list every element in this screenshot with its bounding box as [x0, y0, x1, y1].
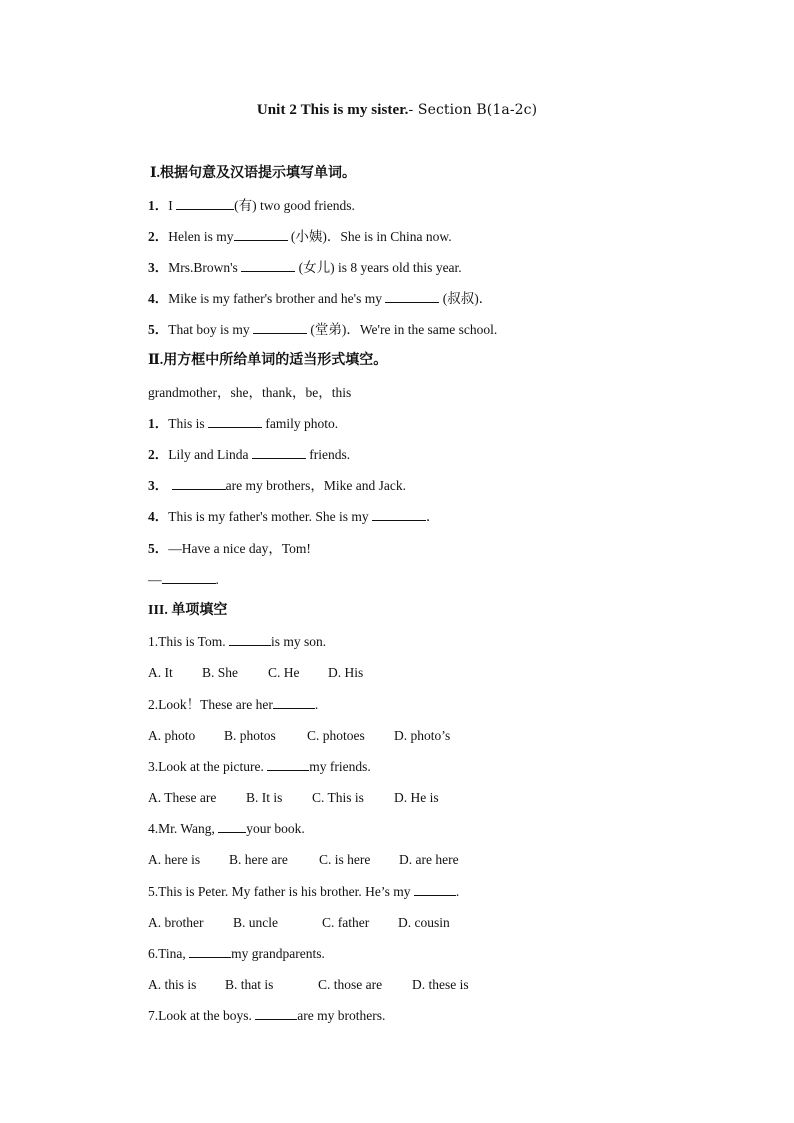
answer-blank[interactable]	[273, 696, 315, 709]
answer-blank[interactable]	[218, 820, 246, 833]
answer-blank[interactable]	[208, 415, 262, 428]
s3-question-4	[148, 820, 305, 838]
section2-heading: Ⅱ.用方框中所给单词的适当形式填空。	[148, 353, 388, 368]
answer-blank[interactable]	[252, 446, 306, 459]
answer-blank[interactable]	[255, 1007, 297, 1020]
item-text-pre: Lily and Linda	[168, 447, 252, 462]
s2-item-1	[148, 415, 338, 433]
option-b[interactable]: B. that is	[225, 977, 274, 992]
s2-item-2	[148, 446, 350, 464]
item-text-post: (小姨)．She is in China now.	[287, 229, 452, 244]
option-c[interactable]: C. father	[322, 915, 370, 930]
question-text-pre: 4.Mr. Wang,	[148, 821, 219, 836]
option-c[interactable]: C. This is	[312, 790, 364, 805]
question-text-post: is my son.	[270, 634, 327, 649]
s2-item-3	[148, 477, 406, 495]
s3-question-7	[148, 1007, 385, 1025]
s3-options-2	[148, 727, 450, 745]
answer-blank[interactable]	[189, 945, 231, 958]
option-b[interactable]: B. She	[202, 665, 239, 680]
item-number: 1．	[148, 416, 169, 431]
option-c[interactable]: C. those are	[318, 977, 383, 992]
item-text-pre: Mrs.Brown's	[168, 260, 242, 275]
s3-options-4	[148, 851, 459, 869]
title-section: - Section B(1a-2c)	[408, 102, 538, 118]
s1-item-1	[148, 197, 355, 215]
option-b[interactable]: B. photos	[224, 728, 276, 743]
option-a[interactable]: A. photo	[148, 728, 196, 743]
option-a[interactable]: A. These are	[148, 790, 217, 805]
option-d[interactable]: D. He is	[394, 790, 439, 805]
s1-item-4	[148, 290, 492, 308]
question-text-pre: 5.This is Peter. My father is his brother. He’s my	[148, 884, 414, 899]
answer-blank[interactable]	[372, 508, 426, 521]
s3-options-1	[148, 664, 363, 682]
answer-blank[interactable]	[172, 477, 226, 490]
question-text-pre: 2.Look！These are her	[148, 697, 273, 712]
question-text-post: my grandparents.	[231, 946, 325, 961]
item-text-pre: Helen is my	[168, 229, 234, 244]
answer-blank[interactable]	[162, 571, 216, 584]
item-number: 5．	[148, 541, 169, 556]
question-text-post: my friends.	[309, 759, 371, 774]
s3-question-5	[148, 883, 459, 901]
section3-heading: III. 单项填空	[148, 603, 228, 618]
s3-question-6	[148, 945, 325, 963]
answer-blank[interactable]	[234, 228, 288, 241]
option-d[interactable]: D. cousin	[398, 915, 450, 930]
option-d[interactable]: D. are here	[399, 852, 459, 867]
question-text-pre: 1.This is Tom.	[148, 634, 229, 649]
item-text-post: (叔叔)．	[439, 291, 493, 306]
item-text-post: family photo.	[262, 416, 339, 431]
item-text-pre: This is my father's mother. She is my	[168, 509, 373, 524]
answer-blank[interactable]	[176, 197, 234, 210]
item-number: 4．	[148, 509, 169, 524]
option-d[interactable]: D. photo’s	[394, 728, 451, 743]
item-text-post: (有) two good friends.	[234, 198, 355, 213]
question-text-pre: 7.Look at the boys.	[148, 1008, 256, 1023]
question-text-post: are my brothers.	[297, 1008, 386, 1023]
option-d[interactable]: D. His	[328, 665, 364, 680]
option-d[interactable]: D. these is	[412, 977, 469, 992]
s3-options-6	[148, 976, 469, 994]
option-b[interactable]: B. uncle	[233, 915, 278, 930]
item-text-post: are my brothers，Mike and Jack.	[225, 478, 406, 493]
answer-blank[interactable]	[253, 321, 307, 334]
item-text-post: (女儿) is 8 years old this year.	[295, 260, 462, 275]
item-number: 4．	[148, 291, 169, 306]
s3-question-1	[148, 633, 326, 651]
s3-options-3	[148, 789, 439, 807]
s3-question-3	[148, 758, 371, 776]
option-c[interactable]: C. He	[268, 665, 300, 680]
item-text-pre: Mike is my father's brother and he's my	[168, 291, 386, 306]
item-text-post: (堂弟)．We're in the same school.	[307, 322, 498, 337]
title-main: Unit 2 This is my sister.	[256, 102, 409, 118]
item-number: 3．	[148, 260, 169, 275]
answer-blank[interactable]	[241, 259, 295, 272]
item-text-pre: —Have a nice day，Tom!	[168, 541, 311, 556]
s1-item-5	[148, 321, 497, 339]
s3-options-5	[148, 914, 450, 932]
question-text-post: your book.	[246, 821, 305, 836]
reply-end: .	[215, 572, 219, 587]
option-b[interactable]: B. here are	[229, 852, 288, 867]
item-number: 1．	[148, 198, 169, 213]
item-number: 2．	[148, 447, 169, 462]
question-text-pre: 6.Tina,	[148, 946, 190, 961]
answer-blank[interactable]	[267, 758, 309, 771]
item-number: 5．	[148, 322, 169, 337]
s2-reply	[148, 571, 219, 589]
option-a[interactable]: A. brother	[148, 915, 204, 930]
s3-question-2	[148, 696, 318, 714]
answer-blank[interactable]	[229, 633, 271, 646]
reply-dash: —	[148, 572, 162, 587]
item-text-post: friends.	[305, 447, 351, 462]
option-c[interactable]: C. is here	[319, 852, 371, 867]
s2-item-5	[148, 540, 311, 558]
item-number: 3．	[148, 478, 169, 493]
item-text-pre: I	[168, 198, 177, 213]
option-a[interactable]: A. this is	[148, 977, 197, 992]
item-text-pre: This is	[168, 416, 209, 431]
item-text-pre: That boy is my	[168, 322, 253, 337]
question-text-post: .	[314, 697, 319, 712]
option-a[interactable]: A. It	[148, 665, 173, 680]
answer-blank[interactable]	[414, 883, 456, 896]
option-a[interactable]: A. here is	[148, 852, 201, 867]
answer-blank[interactable]	[385, 290, 439, 303]
option-c[interactable]: C. photoes	[307, 728, 365, 743]
s1-item-3	[148, 259, 462, 277]
section1-heading: Ⅰ.根据句意及汉语提示填写单词。	[150, 166, 357, 181]
option-b[interactable]: B. It is	[246, 790, 283, 805]
question-text-pre: 3.Look at the picture.	[148, 759, 268, 774]
word-box: grandmother，she，thank，be，this	[148, 385, 352, 400]
item-text-post: ．	[426, 509, 440, 524]
s2-item-4	[148, 508, 440, 526]
page-title	[0, 102, 794, 119]
item-number: 2．	[148, 229, 169, 244]
s1-item-2	[148, 228, 452, 246]
question-text-post: .	[455, 884, 460, 899]
